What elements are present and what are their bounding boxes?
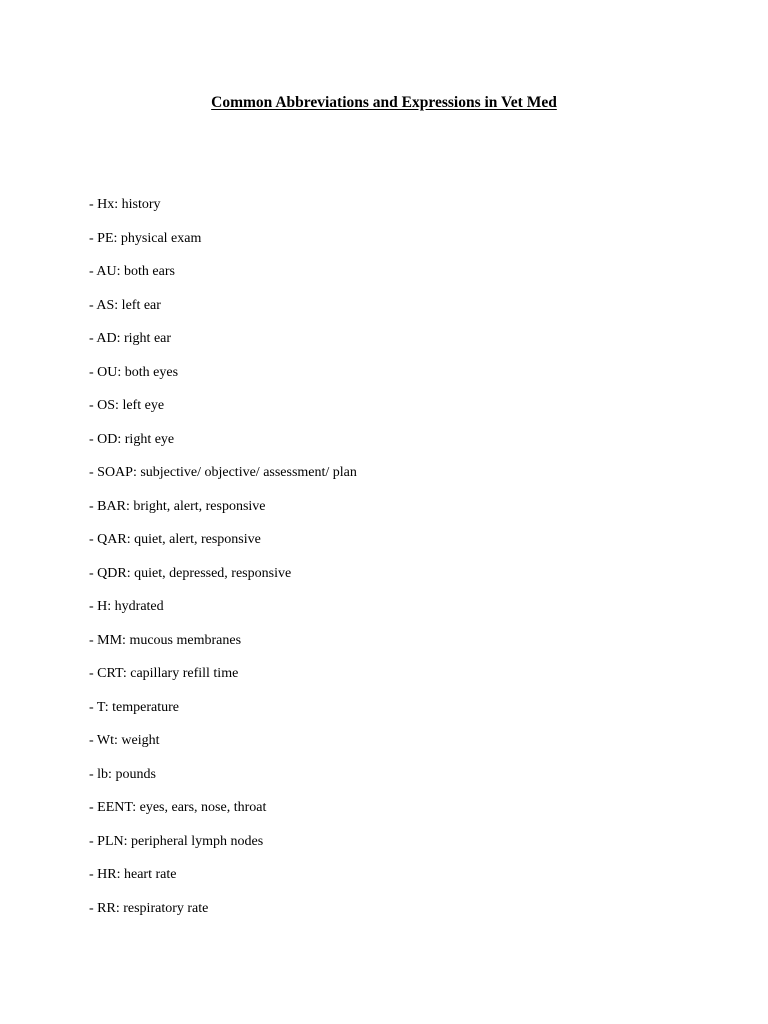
list-item: - RR: respiratory rate xyxy=(89,900,209,916)
list-item: - H: hydrated xyxy=(89,599,164,614)
list-item: - AU: both ears xyxy=(89,264,175,279)
list-item: - EENT: eyes, ears, nose, throat xyxy=(89,800,267,815)
list-item: - BAR: bright, alert, responsive xyxy=(89,498,266,514)
list-item: - Wt: weight xyxy=(89,733,160,748)
list-item: - HR: heart rate xyxy=(89,867,177,882)
list-item: - SOAP: subjective/ objective/ assessment/ plan xyxy=(89,465,357,480)
list-item: - PLN: peripheral lymph nodes xyxy=(89,833,264,849)
list-item: - AD: right ear xyxy=(89,331,172,346)
abbreviation-list xyxy=(89,195,357,932)
list-item: - QAR: quiet, alert, responsive xyxy=(89,532,261,547)
list-item: - T: temperature xyxy=(89,699,180,715)
list-item: - Hx: history xyxy=(89,197,161,212)
list-item: - MM: mucous membranes xyxy=(89,632,242,648)
list-item: - OS: left eye xyxy=(89,398,165,413)
list-item: - OU: both eyes xyxy=(89,364,179,380)
list-item: - OD: right eye xyxy=(89,431,175,447)
list-item: - QDR: quiet, depressed, responsive xyxy=(89,565,292,581)
list-item: - CRT: capillary refill time xyxy=(89,666,239,681)
list-item: - PE: physical exam xyxy=(89,230,202,246)
document-title: Common Abbreviations and Expressions in Vet Med xyxy=(211,94,557,111)
list-item: - AS: left ear xyxy=(89,297,161,313)
list-item: - lb: pounds xyxy=(89,766,156,782)
